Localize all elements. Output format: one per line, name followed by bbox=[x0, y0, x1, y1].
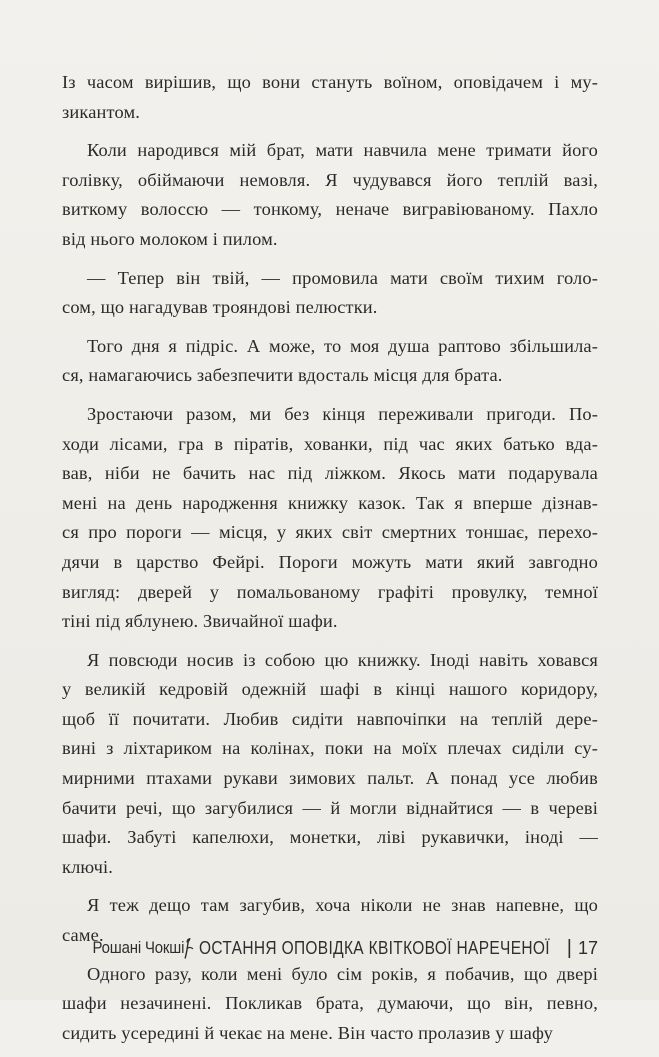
text-line: Зростаючи разом, ми без кінця переживали пригоди. По- bbox=[87, 403, 598, 424]
text-line: сом, що нагадував трояндові пелюстки. bbox=[62, 297, 378, 318]
paragraph bbox=[62, 136, 598, 254]
footer-book-title: ОСТАННЯ ОПОВІДКА КВІТКОВОЇ НАРЕЧЕНОЇ bbox=[198, 937, 550, 958]
text-line: сидить усередині й чекає на мене. Він часто пролазив у шафу bbox=[62, 1022, 553, 1043]
paragraph bbox=[62, 332, 598, 391]
text-line: Я повсюди носив із собою цю книжку. Іноді навіть ховався bbox=[87, 649, 598, 670]
text-line: — Тепер він твій, — промовила мати своїм тихим голо- bbox=[87, 267, 598, 288]
text-line: мирними птахами рукави зимових пальт. А понад усе любив bbox=[62, 768, 598, 789]
body-text bbox=[62, 68, 598, 1057]
text-line: виткому волоссю — тонкому, неначе вигравіюваному. Пахло bbox=[62, 199, 598, 220]
page-number: 17 bbox=[577, 937, 598, 958]
footer-separator: | bbox=[566, 936, 572, 959]
text-line: саме. bbox=[62, 925, 104, 946]
text-line: ся, намагаючись забезпечити вдосталь місця для брата. bbox=[62, 365, 503, 386]
text-line: Того дня я підріс. А може, то моя душа раптово збільшила- bbox=[87, 335, 598, 356]
text-line: бачити речі, що загубилися — й могли віднайтися — в череві bbox=[62, 797, 598, 818]
text-line: ходи лісами, гра в піратів, хованки, під час яких батько вда- bbox=[62, 433, 598, 454]
running-footer bbox=[62, 933, 598, 963]
text-line: тіні під яблунею. Звичайної шафи. bbox=[62, 611, 338, 632]
text-line: Одного разу, коли мені було сім років, я побачив, що двері bbox=[87, 963, 598, 984]
text-line: вав, ніби не бачить нас під ліжком. Якось мати подарувала bbox=[62, 463, 598, 484]
text-line: Із часом вирішив, що вони стануть воїном, оповідачем і му- bbox=[62, 72, 598, 92]
text-line: вигляд: дверей у помальованому графіті провулку, темної bbox=[62, 581, 598, 602]
text-line: шафи незачинені. Покликав брата, думаючи, що він, певно, bbox=[62, 993, 598, 1014]
text-line: вині з ліхтариком на колінах, поки на моїх плечах сиділи су- bbox=[62, 738, 598, 759]
text-line: Я теж дещо там загубив, хоча ніколи не знав напевне, що bbox=[87, 895, 598, 916]
text-line: зикантом. bbox=[62, 101, 140, 122]
paragraph bbox=[62, 68, 598, 127]
paragraph bbox=[62, 400, 598, 637]
text-line: щоб її почитати. Любив сидіти навпочіпки на теплій дере- bbox=[62, 708, 598, 729]
text-line: у великій кедровій одежній шафі в кінці нашого коридору, bbox=[62, 679, 598, 700]
text-line: від нього молоком і пилом. bbox=[62, 228, 278, 249]
text-line: дячи в царство Фейрі. Пороги можуть мати який завгодно bbox=[62, 551, 598, 572]
paragraph bbox=[62, 264, 598, 323]
paragraph bbox=[62, 646, 598, 883]
text-line: ключі. bbox=[62, 856, 114, 877]
text-line: шафи. Забуті капелюхи, монетки, ліві рукавички, іноді — bbox=[62, 827, 598, 848]
text-line: голівку, обіймаючи немовля. Я чудувався його теплій вазі, bbox=[62, 169, 598, 190]
text-line: мені на день народження книжку казок. Так я вперше дізнав- bbox=[62, 492, 598, 513]
text-line: Коли народився мій брат, мати навчила мене тримати його bbox=[87, 140, 598, 161]
text-line: ся про пороги — місця, у яких світ смертних тоншає, перехо- bbox=[62, 522, 598, 543]
footer-author: Рошані Чокші bbox=[92, 938, 185, 957]
paragraph bbox=[62, 960, 598, 1049]
